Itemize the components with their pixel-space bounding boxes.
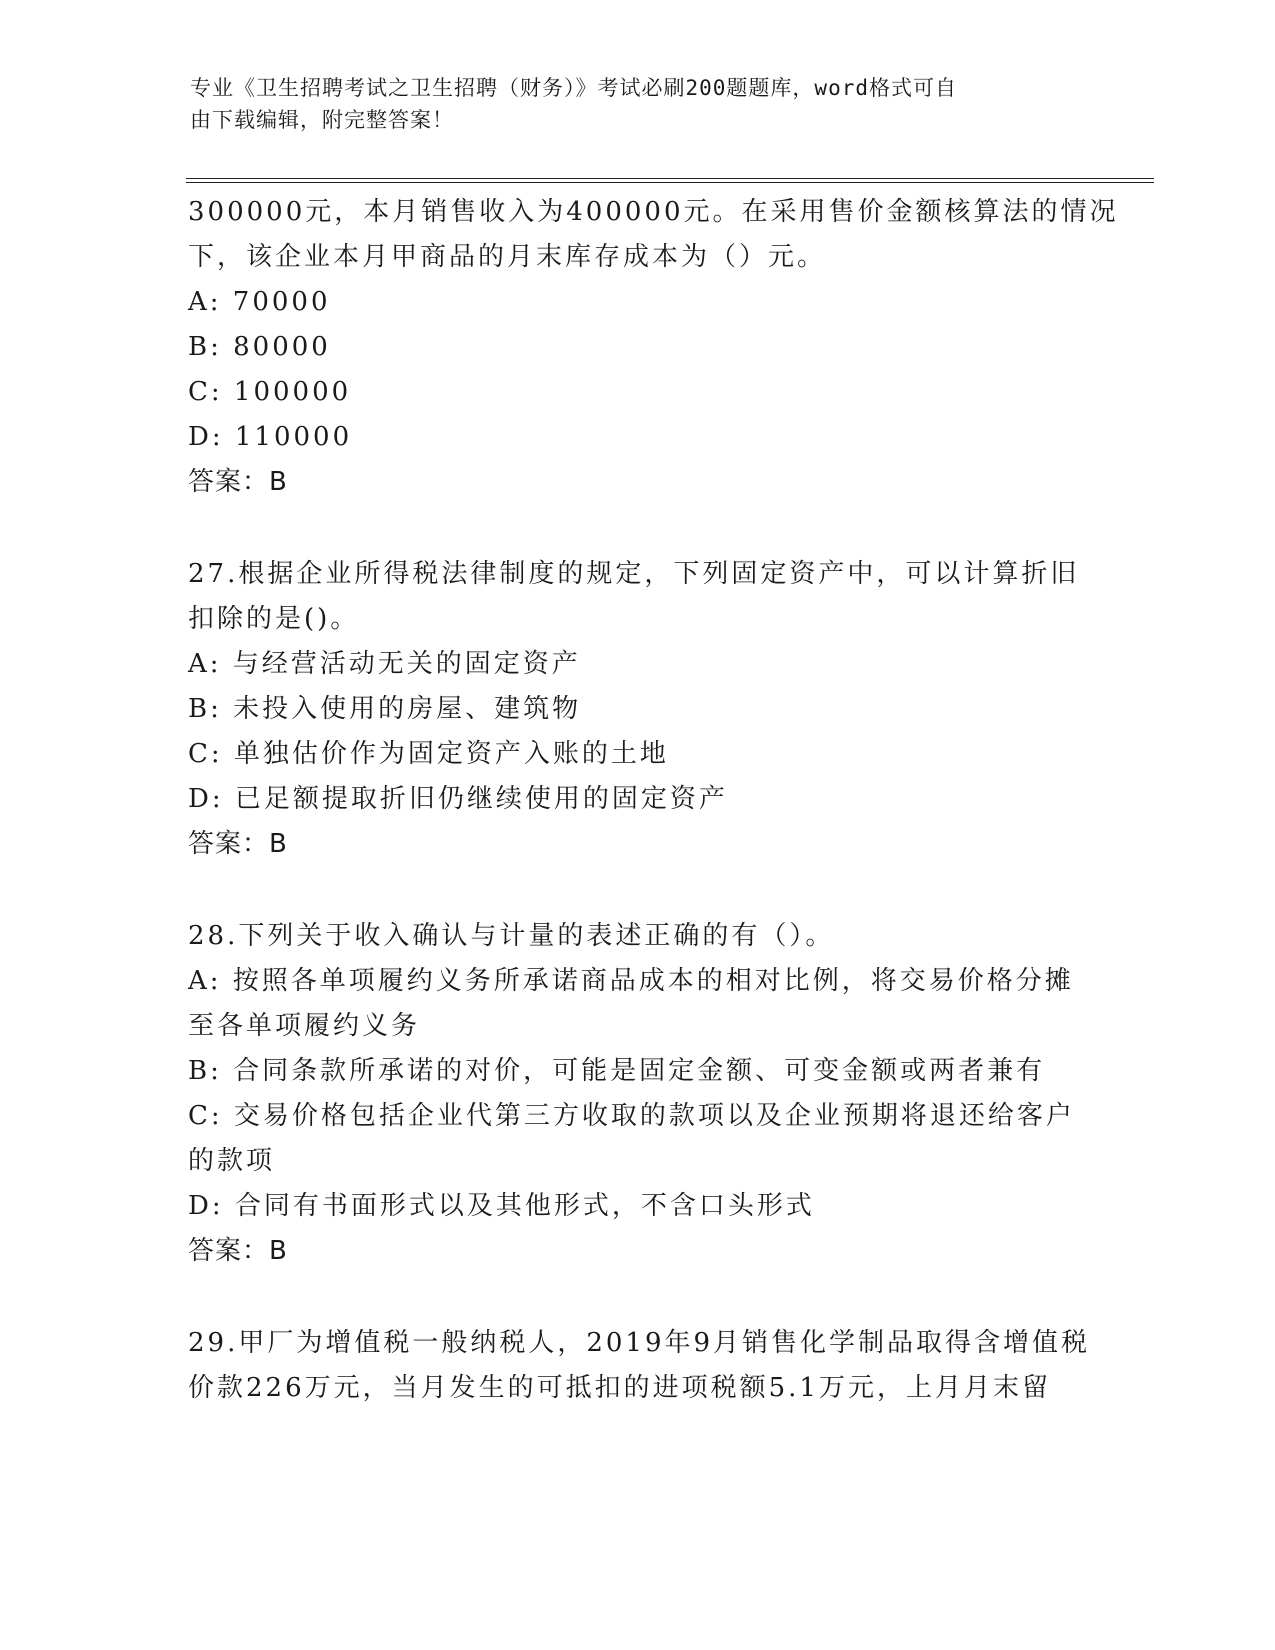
option-a: A: 70000 [188, 287, 331, 317]
question-stem: 扣除的是()。 [188, 604, 360, 634]
question-stem: 价款226万元，当月发生的可抵扣的进项税额5.1万元，上月月末留 [188, 1373, 1051, 1403]
document-body [188, 190, 1119, 1411]
header-line-2: 由下载编辑，附完整答案！ [190, 108, 454, 132]
answer-label: 答案：B [188, 829, 288, 859]
option-a: A: 按照各单项履约义务所承诺商品成本的相对比例，将交易价格分摊 [188, 966, 1074, 996]
question-stem: 300000元，本月销售收入为400000元。在采用售价金额核算法的情况 [188, 197, 1119, 227]
question-stem: 下，该企业本月甲商品的月末库存成本为（）元。 [188, 242, 827, 272]
option-d: D: 合同有书面形式以及其他形式，不含口头形式 [188, 1191, 815, 1221]
question-26 [188, 190, 1119, 505]
question-27 [188, 552, 1088, 867]
option-c-continued: 的款项 [188, 1146, 276, 1176]
question-stem: 29.甲厂为增值税一般纳税人，2019年9月销售化学制品取得含增值税 [188, 1328, 1091, 1358]
option-b: B: 未投入使用的房屋、建筑物 [188, 694, 582, 724]
question-29 [188, 1321, 1091, 1411]
header-line-1: 专业《卫生招聘考试之卫生招聘（财务）》考试必刷200题题库，word格式可自 [190, 76, 957, 100]
page-header [190, 72, 1090, 136]
option-b: B: 80000 [188, 332, 331, 362]
question-stem: 28.下列关于收入确认与计量的表述正确的有（）。 [188, 921, 835, 951]
question-spacer [188, 1274, 1088, 1321]
option-a: A: 与经营活动无关的固定资产 [188, 649, 581, 679]
option-a-continued: 至各单项履约义务 [188, 1011, 421, 1041]
option-c: C: 交易价格包括企业代第三方收取的款项以及企业预期将退还给客户 [188, 1101, 1075, 1131]
answer-label: 答案：B [188, 467, 288, 497]
option-c: C: 100000 [188, 377, 352, 407]
option-d: D: 已足额提取折旧仍继续使用的固定资产 [188, 784, 728, 814]
question-28 [188, 914, 1088, 1274]
question-spacer [188, 505, 1088, 552]
question-spacer [188, 867, 1088, 914]
question-stem: 27.根据企业所得税法律制度的规定，下列固定资产中，可以计算折旧 [188, 559, 1080, 589]
answer-label: 答案：B [188, 1236, 288, 1266]
header-divider [186, 178, 1154, 183]
option-b: B: 合同条款所承诺的对价，可能是固定金额、可变金额或两者兼有 [188, 1056, 1046, 1086]
option-c: C: 单独估价作为固定资产入账的土地 [188, 739, 669, 769]
option-d: D: 110000 [188, 422, 353, 452]
